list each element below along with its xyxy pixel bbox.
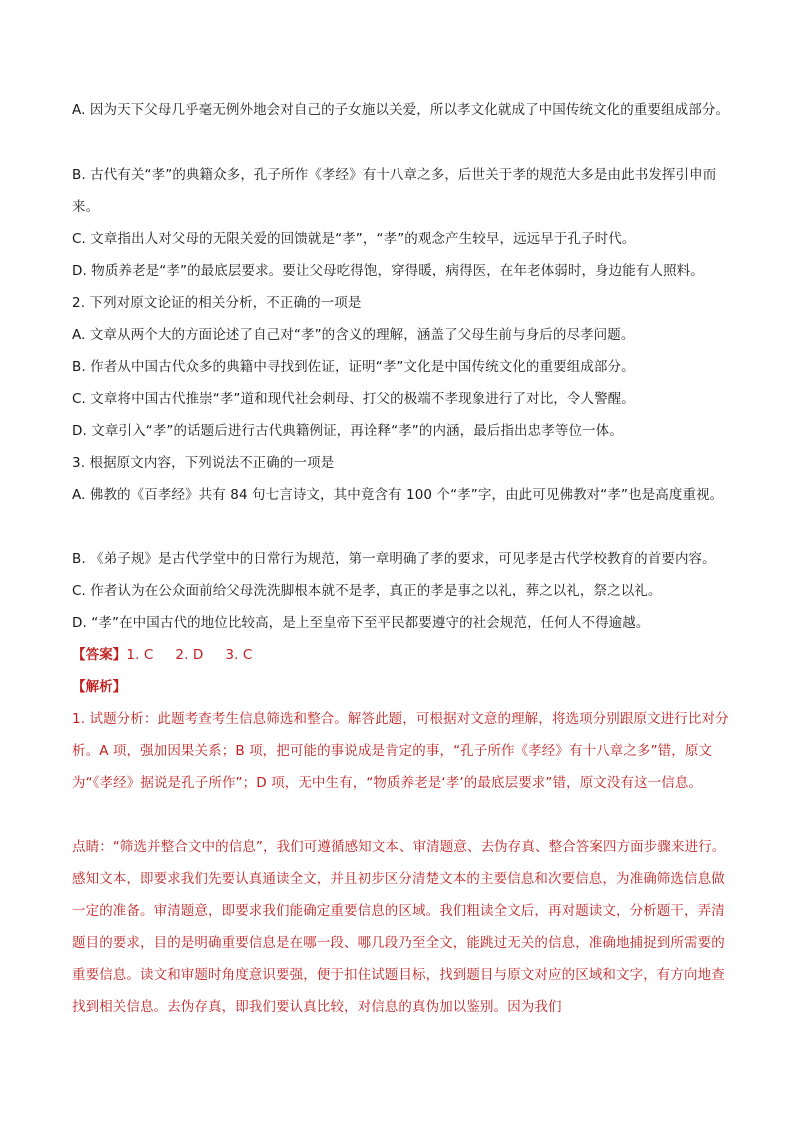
q2-option-b: B. 作者从中国古代众多的典籍中寻找到佐证，证明“孝”文化是中国传统文化的重要组成部分。: [72, 359, 635, 375]
q2-option-c: C. 文章将中国古代推崇“孝”道和现代社会刺母、打父的极端不孝现象进行了对比，令人警醒。: [72, 391, 635, 407]
q3-option-c: C. 作者认为在公众面前给父母洗洗脚根本就不是孝，真正的孝是事之以礼，葬之以礼，祭之以礼。: [72, 583, 662, 599]
answer-1: 1. C: [126, 647, 154, 663]
q1-option-d: D. 物质养老是“孝”的最底层要求。要让父母吃得饱，穿得暖，病得医，在年老体弱时，身边能有人照料。: [72, 263, 704, 279]
answer-3: 3. C: [225, 647, 253, 663]
q1-option-a: A. 因为天下父母几乎毫无例外地会对自己的子女施以关爱，所以孝文化就成了中国传统文化的重要组成部分。: [72, 102, 730, 118]
q2-option-a: A. 文章从两个大的方面论述了自己对“孝”的含义的理解，涵盖了父母生前与身后的尽孝问题。: [72, 327, 635, 343]
analysis-label-line: [72, 671, 732, 703]
q2-option-d: D. 文章引入“孝”的话题后进行古代典籍例证，再诠释“孝”的内涵，最后指出忠孝等位一体。: [72, 423, 623, 439]
answer-line: [72, 639, 732, 671]
q2-stem: 2. 下列对原文论证的相关分析，不正确的一项是: [72, 295, 362, 311]
q3-option-d: D. “孝”在中国古代的地位比较高，是上至皇帝下至平民都要遵守的社会规范，任何人不得逾越。: [72, 615, 650, 631]
answer-label: 【答案】: [72, 647, 127, 663]
q3-option-a: A. 佛教的《百孝经》共有 84 句七言诗文，其中竟含有 100 个“孝”字，由此可见佛教对“孝”也是高度重视。: [72, 487, 724, 503]
q1-option-c: C. 文章指出人对父母的无限关爱的回馈就是“孝”，“孝”的观念产生较早，远远早于孔子时代。: [72, 231, 636, 247]
analysis-tip: 点睛：“筛选并整合文中的信息”，我们可遵循感知文本、审清题意、去伪存真、整合答案四方面步骤来进行。感知文本，即要求我们先要认真通读全文，并且初步区分清楚文本的主要信息和次要信息，为准确筛选信息做一定的准备。审清题意，即要求我们能确定重要信息的区域。我们粗读全文后，再对题读文，分析题干，弄清题目的要求，目的是明确重要信息是在哪一段、哪几段乃至全文，能跳过无关的信息，准确地捕捉到所需要的重要信息。读文和审题时角度意识要强，便于扣住试题目标，找到题目与原文对应的区域和文字，有方向地查找到相关信息。去伪存真，即我们要认真比较，对信息的真伪加以鉴别。因为我们: [72, 839, 726, 1015]
analysis-body: 1. 试题分析：此题考查考生信息筛选和整合。解答此题，可根据对文意的理解，将选项分别跟原文进行比对分析。A 项，强加因果关系；B 项，把可能的事说成是肯定的事，“孔子所作《孝经》有十八章之多”错，原文为“《孝经》据说是孔子所作”；D 项，无中生有，“物质养老是‘孝’的最底层要求”错，原文没有这一信息。: [72, 711, 729, 791]
analysis-label: 【解析】: [72, 679, 127, 695]
answer-2: 2. D: [175, 647, 204, 663]
q1-option-b: B. 古代有关“孝”的典籍众多，孔子所作《孝经》有十八章之多，后世关于孝的规范大多是由此书发挥引申而来。: [72, 167, 717, 215]
q3-option-b: B. 《弟子规》是古代学堂中的日常行为规范，第一章明确了孝的要求，可见孝是古代学校教育的首要内容。: [72, 551, 716, 567]
q3-stem: 3. 根据原文内容，下列说法不正确的一项是: [72, 455, 335, 471]
